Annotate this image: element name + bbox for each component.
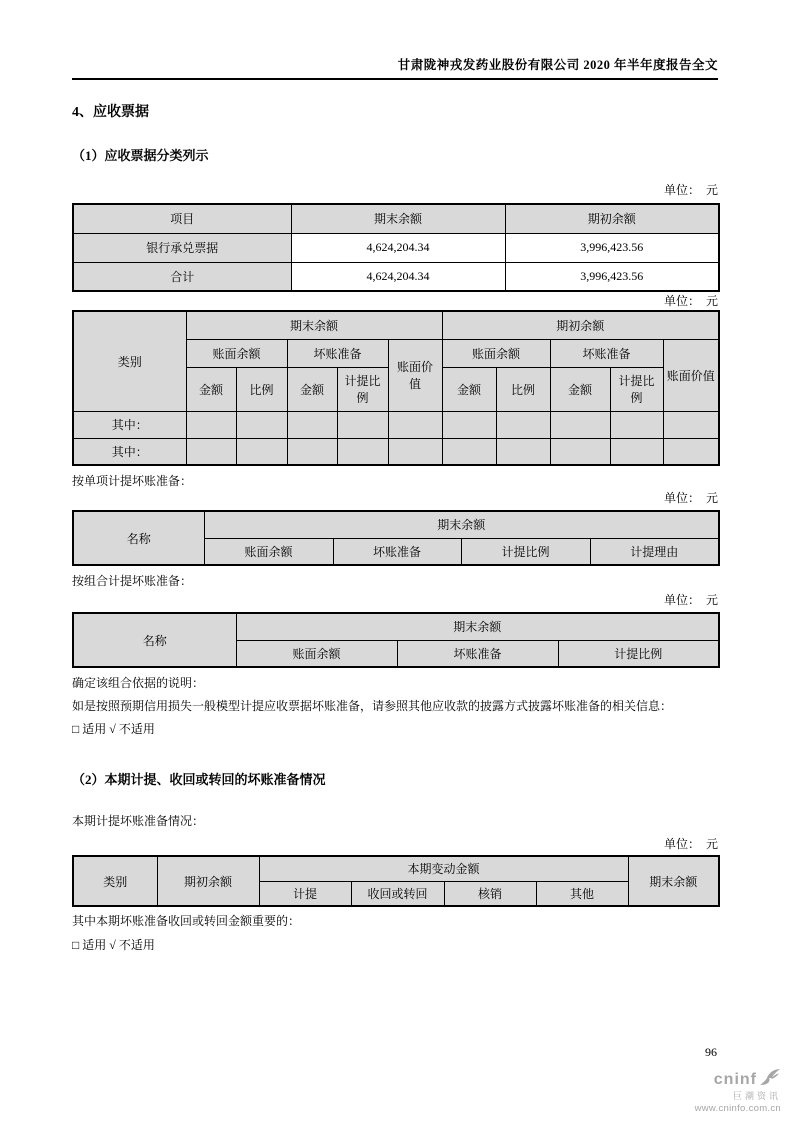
empty-cell <box>610 411 663 438</box>
empty-cell <box>388 438 442 465</box>
empty-cell <box>610 438 663 465</box>
empty-cell <box>663 411 719 438</box>
table-row <box>73 233 719 262</box>
table-header-cell: 计提理由 <box>590 538 719 565</box>
table-header-cell: 项目 <box>73 204 291 233</box>
table-header-cell: 类别 <box>73 311 186 411</box>
table-header-cell: 金额 <box>442 367 496 411</box>
individual-provision-table <box>72 510 720 566</box>
table-header-cell: 收回或转回 <box>351 881 444 906</box>
table-header-cell: 计提比例 <box>558 640 719 667</box>
table-header-cell: 其他 <box>536 881 628 906</box>
unit-label: 单位： 元 <box>663 491 718 505</box>
cninfo-logo <box>695 1068 781 1114</box>
empty-cell <box>287 438 337 465</box>
table-header-cell: 计提 <box>259 881 351 906</box>
portfolio-provision-note: 按组合计提坏账准备： <box>72 574 193 588</box>
table-header-cell: 核销 <box>444 881 536 906</box>
empty-cell <box>236 438 287 465</box>
cninfo-logo-row <box>695 1068 781 1091</box>
category-table <box>72 310 720 466</box>
empty-cell <box>337 438 388 465</box>
section-heading: 4、应收票据 <box>72 105 149 120</box>
table-header-cell: 期初余额 <box>442 311 719 339</box>
ecl-model-note: 如是按照预期信用损失一般模型计提应收票据坏账准备，请参照其他应收款的披露方式披露坏账准备的相关信息： <box>72 699 673 713</box>
row-label-cell: 银行承兑票据 <box>73 233 291 262</box>
provision-movement-table <box>72 855 720 907</box>
empty-cell <box>442 438 496 465</box>
table-header-cell: 类别 <box>73 856 157 906</box>
row-label-cell: 合计 <box>73 262 291 291</box>
table-header-cell: 金额 <box>186 367 236 411</box>
empty-cell <box>496 438 550 465</box>
unit-label: 单位： 元 <box>663 294 718 308</box>
table-header-cell: 期末余额 <box>186 311 442 339</box>
table-header-row <box>73 204 719 233</box>
table-header-cell: 比例 <box>236 367 287 411</box>
applicability-line: □ 适用 √ 不适用 <box>72 938 155 952</box>
table-header-row <box>73 856 719 881</box>
opening-balance-cell: 3,996,423.56 <box>505 233 719 262</box>
applicability-line: □ 适用 √ 不适用 <box>72 722 155 736</box>
document-header-title: 甘肃陇神戎发药业股份有限公司 2020 年半年度报告全文 <box>72 55 718 80</box>
table-header-cell: 账面价值 <box>388 339 442 411</box>
table-header-cell: 账面余额 <box>204 538 333 565</box>
empty-cell <box>186 438 236 465</box>
table-header-cell: 计提比例 <box>337 367 388 411</box>
table-header-cell: 期末余额 <box>628 856 719 906</box>
empty-cell <box>496 411 550 438</box>
table-header-cell: 账面价值 <box>663 339 719 411</box>
table-header-cell: 比例 <box>496 367 550 411</box>
swirl-icon <box>759 1068 781 1091</box>
table-header-cell: 名称 <box>73 613 236 667</box>
table-header-row <box>73 613 719 640</box>
table-header-cell: 计提比例 <box>610 367 663 411</box>
table-header-cell: 坏账准备 <box>333 538 461 565</box>
recovery-note: 其中本期坏账准备收回或转回金额重要的： <box>72 914 301 928</box>
table-header-cell: 账面余额 <box>236 640 397 667</box>
table-header-cell: 坏账准备 <box>287 339 388 367</box>
table-header-cell: 账面余额 <box>186 339 287 367</box>
table-header-cell: 期末余额 <box>236 613 719 640</box>
table-row <box>73 438 719 465</box>
empty-cell <box>388 411 442 438</box>
table-header-cell: 本期变动金额 <box>259 856 628 881</box>
page-number: 96 <box>705 1045 717 1059</box>
table-header-cell: 金额 <box>550 367 610 411</box>
closing-balance-cell: 4,624,204.34 <box>291 262 505 291</box>
empty-cell <box>442 411 496 438</box>
cninfo-logo-url: www.cninfo.com.cn <box>694 1102 781 1114</box>
empty-cell <box>550 438 610 465</box>
subsection-2-heading: （2）本期计提、收回或转回的坏账准备情况 <box>72 772 326 787</box>
table-header-cell: 期末余额 <box>291 204 505 233</box>
table-total-row <box>73 262 719 291</box>
current-provision-note: 本期计提坏账准备情况： <box>72 814 205 828</box>
cninfo-logo-caption: 巨潮资讯 <box>732 1090 781 1101</box>
unit-label: 单位： 元 <box>663 593 718 607</box>
table-header-cell: 坏账准备 <box>397 640 558 667</box>
opening-balance-cell: 3,996,423.56 <box>505 262 719 291</box>
portfolio-provision-table <box>72 612 720 668</box>
table-header-cell: 账面余额 <box>442 339 550 367</box>
table-header-cell: 期初余额 <box>157 856 259 906</box>
row-label-cell: 其中： <box>73 438 186 465</box>
empty-cell <box>287 411 337 438</box>
unit-label: 单位： 元 <box>663 183 718 197</box>
table-header-cell: 期末余额 <box>204 511 719 538</box>
table-header-cell: 期初余额 <box>505 204 719 233</box>
table-header-row <box>73 311 719 339</box>
unit-label: 单位： 元 <box>663 837 718 851</box>
table-header-cell: 坏账准备 <box>550 339 663 367</box>
table-row <box>73 411 719 438</box>
document-header <box>72 0 718 80</box>
basis-explanation-note: 确定该组合依据的说明： <box>72 676 205 690</box>
empty-cell <box>236 411 287 438</box>
table-header-cell: 名称 <box>73 511 204 565</box>
cninfo-logo-text: cninf <box>713 1070 757 1088</box>
table-header-cell: 金额 <box>287 367 337 411</box>
empty-cell <box>550 411 610 438</box>
individual-provision-note: 按单项计提坏账准备： <box>72 474 193 488</box>
table-header-cell: 计提比例 <box>461 538 590 565</box>
subsection-1-heading: （1）应收票据分类列示 <box>72 148 209 163</box>
empty-cell <box>186 411 236 438</box>
row-label-cell: 其中： <box>73 411 186 438</box>
page-content <box>72 0 718 953</box>
classification-table <box>72 203 720 292</box>
closing-balance-cell: 4,624,204.34 <box>291 233 505 262</box>
table-header-row <box>73 511 719 538</box>
empty-cell <box>337 411 388 438</box>
empty-cell <box>663 438 719 465</box>
